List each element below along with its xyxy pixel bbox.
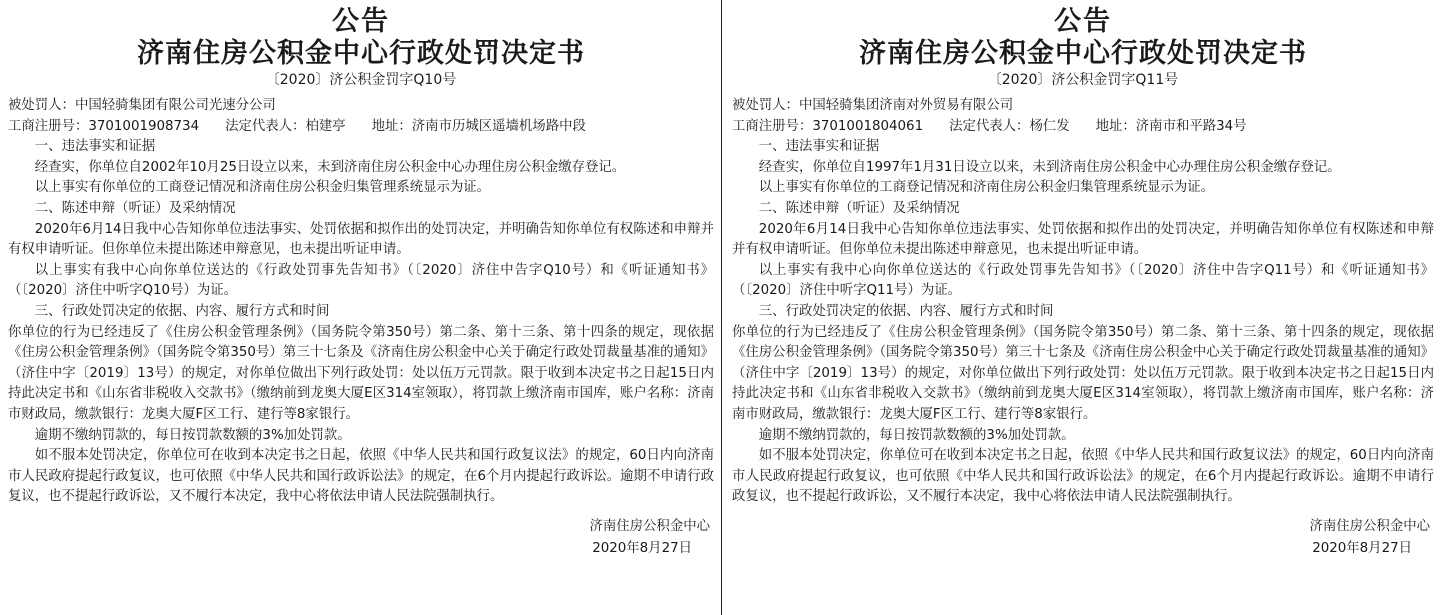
signing-date: 2020年8月27日 (1312, 540, 1412, 556)
paragraph: 你单位的行为已经违反了《住房公积金管理条例》（国务院令第350号）第二条、第十三条、第十四条的规定，现依据《住房公积金管理条例》（国务院令第350号）第三十七条及《济南住房公积金中心关于确定行政处罚裁量基准的通知》（济住中字〔2019〕13号）的规定，对你单位做出下列行政处罚：处以伍万元罚款。限于收到本决定书之日起15日内持此决定书和《山东省非税收入交款书》（缴纳前到龙奥大厦E区314室领取），将罚款上缴济南市国库，账户名称：济南市财政局，缴款银行：龙奥大厦F区工行、建行等8家银行。 (732, 324, 1434, 422)
paragraph: 以上事实有我中心向你单位送达的《行政处罚事先告知书》（〔2020〕济住中告字Q11号）和《听证通知书》（〔2020〕济住中听字Q11号）为证。 (732, 262, 1434, 299)
registration-line (8, 117, 714, 138)
notice-body (8, 96, 714, 508)
paragraph: 经查实，你单位自1997年1月31日设立以来，未到济南住房公积金中心办理住房公积金缴存登记。 (758, 159, 1341, 175)
paragraph: 2020年6月14日我中心告知你单位违法事实、处罚依据和拟作出的处罚决定，并明确告知你单位有权陈述和申辩并有权申请听证。但你单位未提出陈述申辩意见，也未提出听证申请。 (732, 221, 1434, 258)
notice-heading: 公告 (1054, 6, 1112, 37)
signer: 济南住房公积金中心 (1309, 518, 1430, 534)
column-divider (721, 0, 722, 615)
document-title: 济南住房公积金中心行政处罚决定书 (137, 38, 585, 69)
document-number: 〔2020〕济公积金罚字Q11号 (987, 72, 1179, 88)
section-heading: 一、违法事实和证据 (34, 139, 156, 155)
paragraph: 以上事实有你单位的工商登记情况和济南住房公积金归集管理系统显示为证。 (34, 180, 491, 196)
section-heading: 二、陈述申辩（听证）及采纳情况 (758, 200, 960, 216)
registration-number: 工商注册号：3701001908734 (8, 118, 200, 134)
paragraph: 以上事实有我中心向你单位送达的《行政处罚事先告知书》（〔2020〕济住中告字Q10号）和《听证通知书》（〔2020〕济住中听字Q10号）为证。 (8, 262, 714, 299)
registration-number: 工商注册号：3701001804061 (732, 118, 924, 134)
signing-date: 2020年8月27日 (592, 540, 692, 556)
notice-left (8, 0, 714, 615)
notice-body (732, 96, 1434, 508)
address: 地址：济南市和平路34号 (1095, 118, 1247, 134)
legal-representative: 法定代表人：柏建亭 (225, 118, 346, 134)
paragraph: 2020年6月14日我中心告知你单位违法事实、处罚依据和拟作出的处罚决定，并明确告知你单位有权陈述和申辩并有权申请听证。但你单位未提出陈述申辩意见，也未提出听证申请。 (8, 221, 714, 258)
penalized-party: 被处罚人：中国轻骑集团济南对外贸易有限公司 (732, 98, 1014, 113)
section-heading: 一、违法事实和证据 (758, 139, 880, 155)
document-title: 济南住房公积金中心行政处罚决定书 (859, 38, 1307, 69)
registration-line (732, 117, 1434, 138)
address: 地址：济南市历城区遥墙机场路中段 (371, 118, 586, 134)
notice-heading: 公告 (332, 6, 390, 37)
paragraph: 逾期不缴纳罚款的，每日按罚款数额的3%加处罚款。 (758, 427, 1075, 443)
legal-representative: 法定代表人：杨仁发 (949, 118, 1070, 134)
paragraph: 以上事实有你单位的工商登记情况和济南住房公积金归集管理系统显示为证。 (758, 180, 1215, 196)
section-heading: 二、陈述申辩（听证）及采纳情况 (34, 200, 236, 216)
penalized-party: 被处罚人：中国轻骑集团有限公司光速分公司 (8, 98, 276, 113)
paragraph: 逾期不缴纳罚款的，每日按罚款数额的3%加处罚款。 (34, 427, 351, 443)
paragraph: 如不服本处罚决定，你单位可在收到本决定书之日起，依照《中华人民共和国行政复议法》的规定，60日内向济南市人民政府提起行政复议，也可依照《中华人民共和国行政诉讼法》的规定，在6个月内提起行政诉讼。逾期不申请行政复议，也不提起行政诉讼，又不履行本决定，我中心将依法申请人民法院强制执行。 (8, 448, 714, 505)
notice-right (732, 0, 1434, 615)
paragraph: 经查实，你单位自2002年10月25日设立以来，未到济南住房公积金中心办理住房公积金缴存登记。 (34, 159, 626, 175)
section-heading: 三、行政处罚决定的依据、内容、履行方式和时间 (758, 303, 1054, 319)
paragraph: 你单位的行为已经违反了《住房公积金管理条例》（国务院令第350号）第二条、第十三条、第十四条的规定，现依据《住房公积金管理条例》（国务院令第350号）第三十七条及《济南住房公积金中心关于确定行政处罚裁量基准的通知》（济住中字〔2019〕13号）的规定，对你单位做出下列行政处罚：处以伍万元罚款。限于收到本决定书之日起15日内持此决定书和《山东省非税收入交款书》（缴纳前到龙奥大厦E区314室领取），将罚款上缴济南市国库，账户名称：济南市财政局，缴款银行：龙奥大厦F区工行、建行等8家银行。 (8, 324, 714, 422)
section-heading: 三、行政处罚决定的依据、内容、履行方式和时间 (34, 303, 330, 319)
document-number: 〔2020〕济公积金罚字Q10号 (265, 72, 457, 88)
signer: 济南住房公积金中心 (589, 518, 710, 534)
paragraph: 如不服本处罚决定，你单位可在收到本决定书之日起，依照《中华人民共和国行政复议法》的规定，60日内向济南市人民政府提起行政复议，也可依照《中华人民共和国行政诉讼法》的规定，在6个月内提起行政诉讼。逾期不申请行政复议，也不提起行政诉讼，又不履行本决定，我中心将依法申请人民法院强制执行。 (732, 448, 1434, 505)
